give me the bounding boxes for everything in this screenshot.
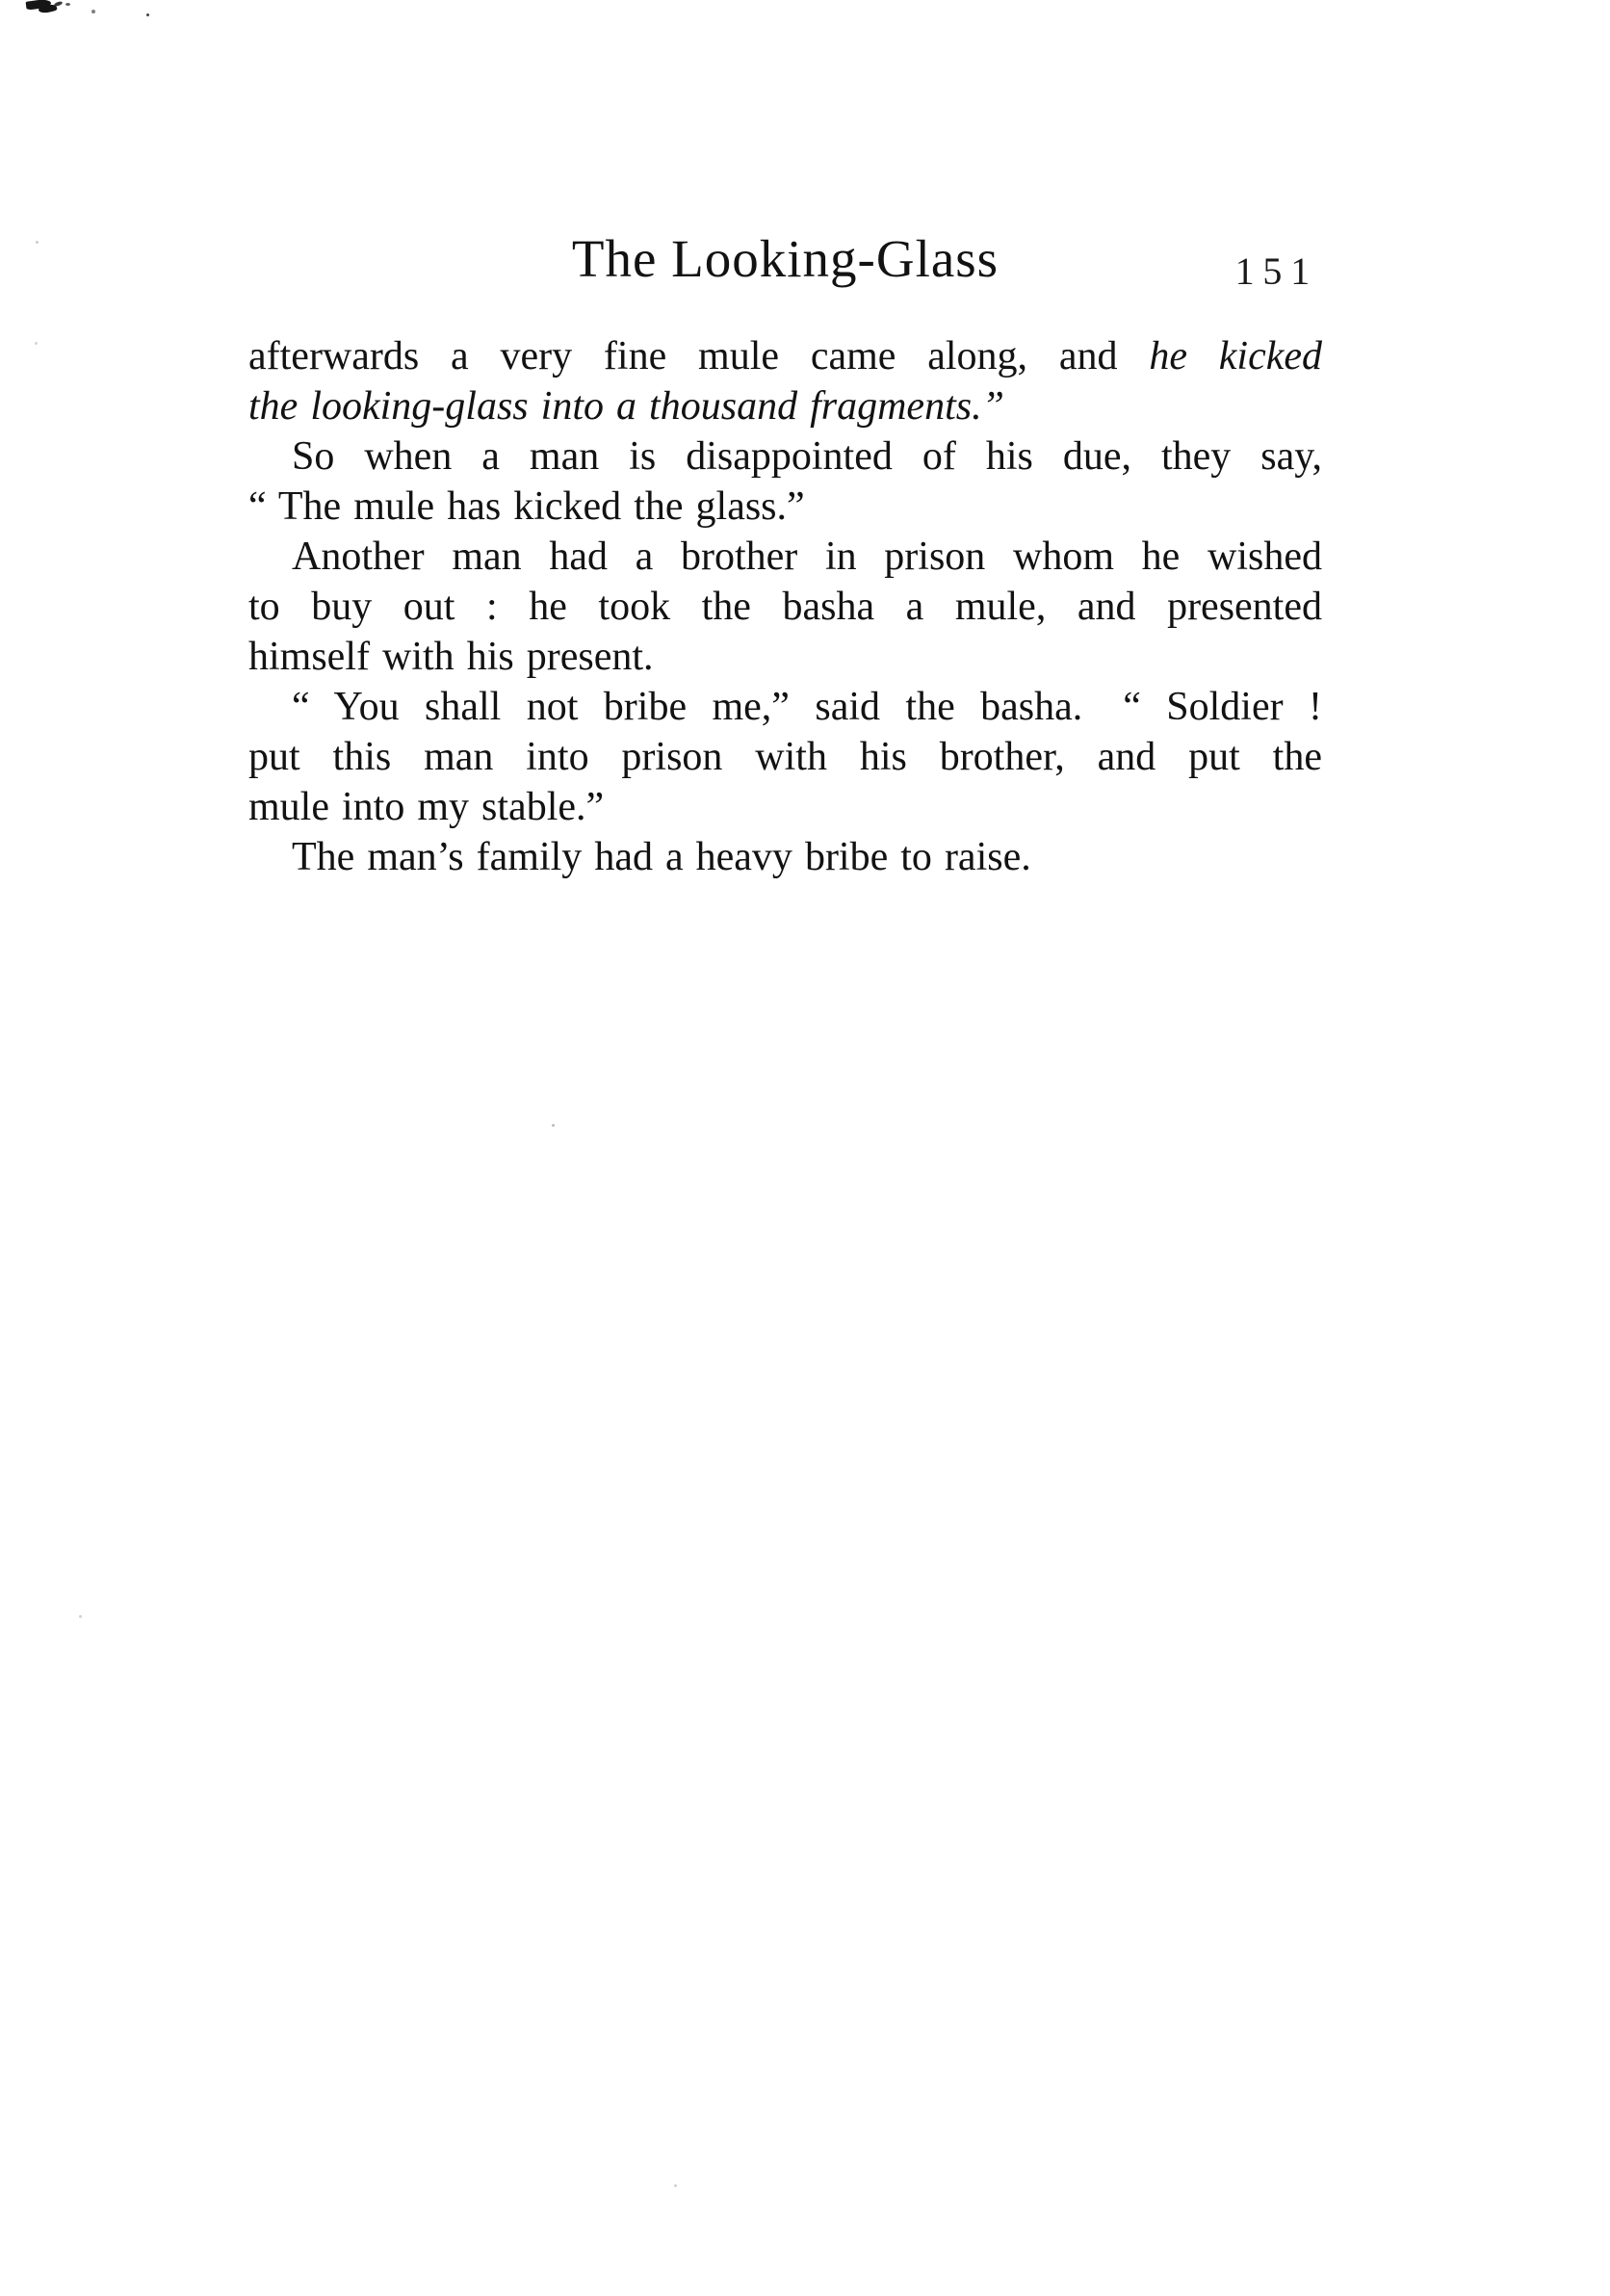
text-segment: himself with his present. bbox=[248, 635, 654, 679]
ink-speck bbox=[36, 241, 39, 244]
ink-speck bbox=[79, 1615, 82, 1618]
text-line bbox=[248, 532, 1322, 582]
ink-speck bbox=[552, 1124, 555, 1127]
text-line bbox=[248, 431, 1322, 482]
text-line bbox=[248, 782, 1322, 832]
ink-speck bbox=[91, 10, 95, 13]
text-line bbox=[248, 582, 1322, 632]
text-segment: The man’s family had a heavy bribe to raise. bbox=[292, 835, 1031, 879]
ink-speck bbox=[674, 2184, 677, 2187]
page-title: The Looking-Glass bbox=[571, 229, 1000, 288]
text-segment: “ The mule has kicked the glass.” bbox=[248, 484, 805, 529]
text-segment-italic: he kicked bbox=[1149, 334, 1322, 378]
ink-smudge bbox=[54, 1, 64, 8]
text-line bbox=[248, 632, 1322, 682]
text-line bbox=[248, 682, 1322, 732]
text-line bbox=[248, 832, 1322, 882]
text-segment: to buy out : he took the basha a mule, and presented bbox=[248, 585, 1322, 629]
text-segment: Another man had a brother in prison whom he wished bbox=[292, 535, 1322, 579]
text-segment: “ You shall not bribe me,” said the basha. “ Soldier ! bbox=[292, 685, 1322, 729]
ink-speck bbox=[146, 13, 149, 16]
text-line bbox=[248, 381, 1322, 431]
text-segment-italic: the looking-glass into a thousand fragments.” bbox=[248, 384, 1004, 429]
text-line bbox=[248, 482, 1322, 532]
text-segment: put this man into prison with his brother, and put the bbox=[248, 735, 1322, 779]
body-text bbox=[248, 331, 1322, 882]
text-line bbox=[248, 732, 1322, 782]
text-segment: afterwards a very fine mule came along, and bbox=[248, 334, 1150, 378]
text-line bbox=[248, 331, 1322, 381]
ink-smudge bbox=[65, 3, 70, 6]
ink-speck bbox=[35, 342, 38, 345]
page-number: 151 bbox=[1234, 249, 1318, 293]
text-segment: mule into my stable.” bbox=[248, 785, 605, 829]
running-header bbox=[248, 229, 1322, 297]
text-segment: So when a man is disappointed of his due, they say, bbox=[292, 434, 1322, 479]
